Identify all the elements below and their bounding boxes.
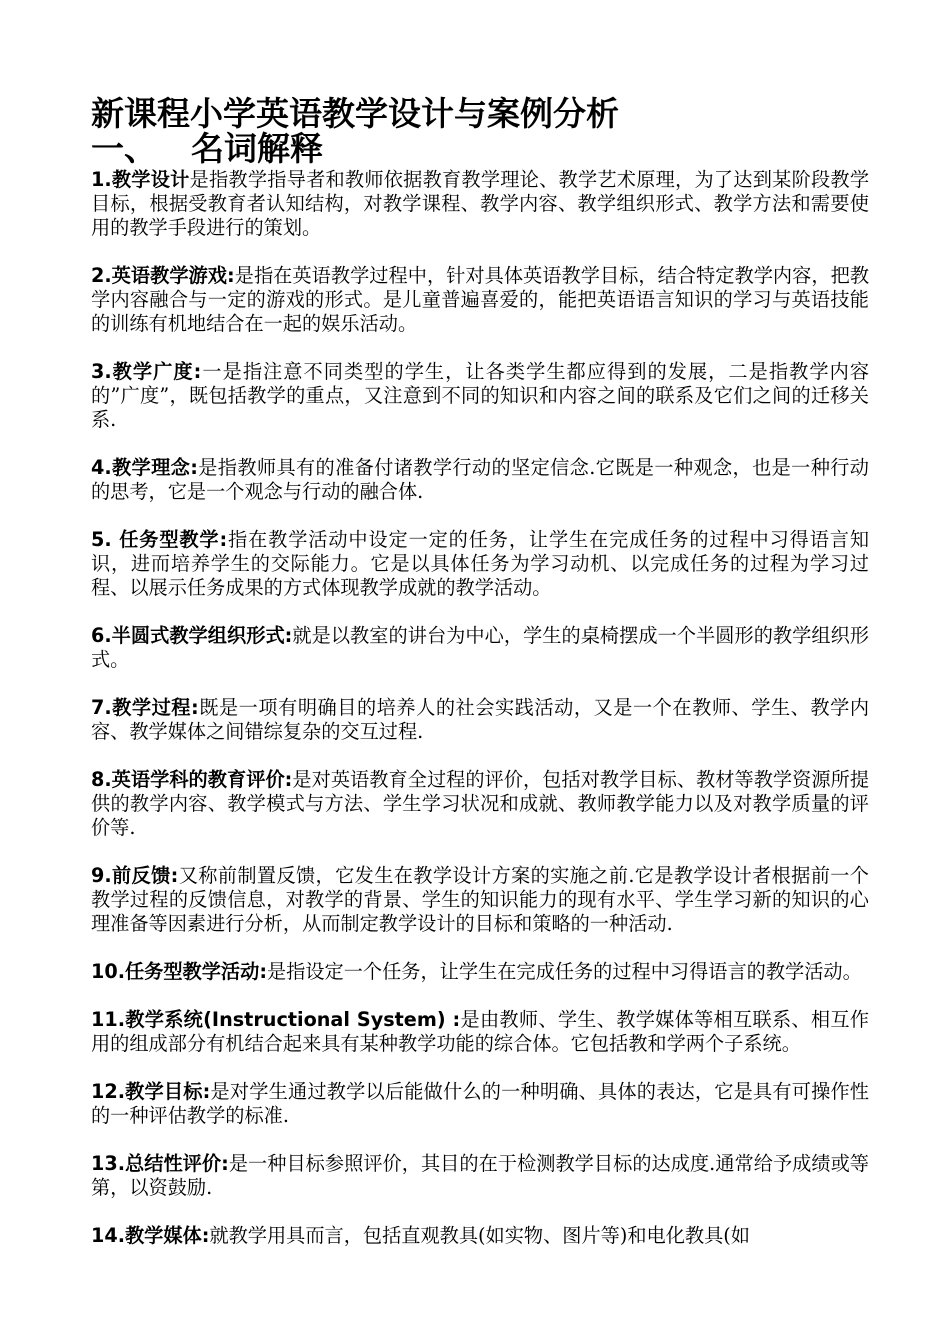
- entry-separator: :: [191, 696, 199, 719]
- entry-separator: :: [227, 264, 235, 287]
- entry-separator: :: [193, 360, 202, 383]
- definition-entry: [91, 1008, 869, 1056]
- document-title: 新课程小学英语教学设计与案例分析: [91, 94, 619, 133]
- definition-list: [91, 168, 869, 1248]
- entry-term: 前反馈: [111, 864, 171, 887]
- entry-text: 是指教学指导者和教师依据教育教学理论、教学艺术原理，为了达到某阶段教学目标，根据受教育者认知结构，对教学课程、教学内容、教学组织形式、教学方法和需要使用的教学手段进行的策划。: [91, 168, 870, 239]
- entry-number: 13.: [91, 1152, 125, 1175]
- definition-entry: [91, 864, 869, 936]
- entry-term: 英语教学游戏: [111, 264, 228, 287]
- entry-term: 教学理念: [111, 456, 191, 479]
- entry-number: 9.: [91, 864, 112, 887]
- entry-text: 指在教学活动中设定一定的任务，让学生在完成任务的过程中习得语言知识，进而培养学生的交际能力。它是以具体任务为学习动机、以完成任务的过程为学习过程、以展示任务成果的方式体现教学成就的教学活动。: [91, 528, 870, 599]
- entry-separator: :: [221, 1152, 229, 1175]
- entry-separator: :: [259, 960, 267, 983]
- entry-text: 就是以教室的讲台为中心，学生的桌椅摆成一个半圆形的教学组织形式。: [91, 624, 870, 671]
- entry-number: 11.: [91, 1008, 125, 1031]
- entry-number: 8.: [91, 768, 112, 791]
- entry-text: 就教学用具而言，包括直观教具(如实物、图片等)和电化教具(如: [209, 1224, 750, 1247]
- definition-entry: [91, 528, 869, 600]
- entry-term: 教学系统: [125, 1008, 204, 1031]
- definition-entry: [91, 456, 869, 504]
- entry-number: 12.: [91, 1080, 125, 1103]
- entry-separator: :: [202, 1080, 211, 1103]
- section-number: 一、: [91, 129, 157, 168]
- entry-separator: :: [284, 768, 293, 791]
- entry-number: 4.: [91, 456, 112, 479]
- entry-text: 一是指注意不同类型的学生，让各类学生都应得到的发展，二是指教学内容的”广度”，既包括教学的重点，又注意到不同的知识和内容之间的联系及它们之间的迁移关系.: [91, 360, 870, 431]
- entry-number: 6.: [91, 624, 112, 647]
- definition-entry: [91, 360, 869, 432]
- entry-number: 7.: [91, 696, 112, 719]
- entry-term: 教学设计: [111, 168, 190, 191]
- entry-number: 5.: [91, 528, 120, 551]
- definition-entry: [91, 1080, 869, 1128]
- entry-separator: :: [201, 1224, 210, 1247]
- definition-entry: [91, 168, 869, 240]
- section-title: 名词解释: [191, 129, 323, 168]
- definition-entry: [91, 696, 869, 744]
- entry-text: 既是一项有明确目的培养人的社会实践活动，又是一个在教师、学生、教学内容、教学媒体之间错综复杂的交互过程.: [91, 696, 870, 743]
- entry-separator: :: [284, 624, 293, 647]
- entry-term: 总结性评价: [125, 1152, 222, 1175]
- entry-text: 是一种目标参照评价，其目的在于检测教学目标的达成度.通常给予成绩或等第，以资鼓励.: [91, 1152, 869, 1199]
- entry-number: 14.: [91, 1224, 125, 1247]
- definition-entry: [91, 768, 869, 840]
- entry-term: 英语学科的教育评价: [111, 768, 285, 791]
- entry-term: 任务型教学活动: [125, 960, 260, 983]
- entry-term: 半圆式教学组织形式: [111, 624, 285, 647]
- entry-separator: :: [219, 528, 228, 551]
- entry-number: 3.: [91, 360, 112, 383]
- definition-entry: [91, 1152, 869, 1200]
- entry-text: 是由教师、学生、教学媒体等相互联系、相互作用的组成部分有机结合起来具有某种教学功能的综合体。它包括教和学两个子系统。: [91, 1008, 870, 1055]
- entry-separator: :: [170, 864, 179, 887]
- entry-text: 是指教师具有的准备付诸教学行动的坚定信念.它既是一种观念，也是一种行动的思考，它是一个观念与行动的融合体.: [91, 456, 869, 503]
- document-page: [91, 96, 869, 1272]
- entry-number: 2.: [91, 264, 112, 287]
- definition-entry: [91, 1224, 869, 1248]
- entry-separator: (Instructional System) :: [203, 1008, 461, 1031]
- entry-separator: :: [190, 456, 198, 479]
- entry-term: 教学媒体: [125, 1224, 202, 1247]
- definition-entry: [91, 960, 869, 984]
- entry-term: 教学广度: [111, 360, 194, 383]
- entry-term: 教学目标: [125, 1080, 203, 1103]
- entry-number: 10.: [91, 960, 125, 983]
- entry-text: 又称前制置反馈，它发生在教学设计方案的实施之前.它是教学设计者根据前一个教学过程的反馈信息，对教学的背景、学生的知识能力的现有水平、学生学习新的知识的心理准备等因素进行分析，从而制定教学设计的目标和策略的一种活动.: [91, 864, 869, 935]
- definition-entry: [91, 264, 869, 336]
- entry-term: 任务型教学: [119, 528, 220, 551]
- entry-text: 是对英语教育全过程的评价，包括对教学目标、教材等教学资源所提供的教学内容、教学模式与方法、学生学习状况和成就、教师教学能力以及对教学质量的评价等.: [91, 768, 870, 839]
- entry-text: 是对学生通过教学以后能做什么的一种明确、具体的表达，它是具有可操作性的一种评估教学的标准.: [91, 1080, 869, 1127]
- entry-number: 1.: [91, 168, 112, 191]
- entry-text: 是指设定一个任务，让学生在完成任务的过程中习得语言的教学活动。: [267, 960, 862, 983]
- section-heading: [91, 129, 869, 168]
- entry-text: 是指在英语教学过程中，针对具体英语教学目标，结合特定教学内容，把教学内容融合与一定的游戏的形式。是儿童普遍喜爱的，能把英语语言知识的学习与英语技能的训练有机地结合在一起的娱乐活动。: [91, 264, 870, 335]
- definition-entry: [91, 624, 869, 672]
- entry-term: 教学过程: [111, 696, 192, 719]
